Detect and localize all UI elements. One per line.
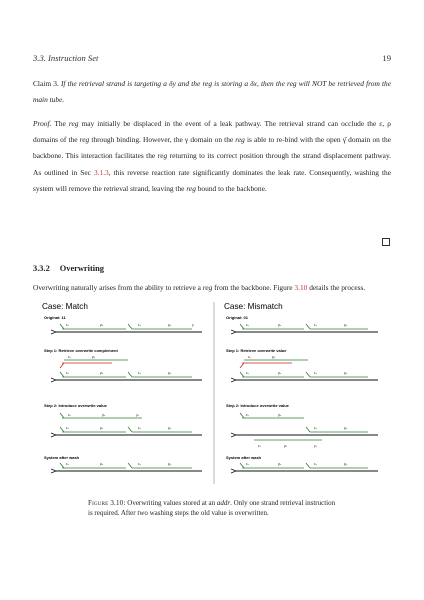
svg-text:ρᵧ: ρᵧ (168, 323, 172, 327)
proof-text: may initially be displaced in the event of a leak pathway. The retrieval strand can occlude the ε, ρ domains of the (33, 119, 391, 145)
svg-text:ρₓ: ρₓ (278, 462, 282, 466)
proof-text: bound to the backbone. (195, 183, 267, 193)
svg-text:εₓ: εₓ (68, 413, 71, 417)
svg-text:ρᵧ: ρᵧ (168, 426, 172, 430)
section-heading (33, 264, 104, 273)
svg-text:γₓ: γₓ (136, 413, 139, 417)
intro-text: from the backbone. Figure (212, 283, 295, 292)
step-label: Original: 01 (226, 315, 249, 320)
page-number: 19 (382, 53, 391, 63)
backbone-arrow-icon (231, 330, 236, 334)
step-label: Original: 11 (44, 315, 66, 320)
proof-text: through binding. However, the γ domain on the (89, 135, 236, 145)
svg-text:εᵧ: εᵧ (68, 355, 71, 359)
svg-text:εᵧ: εᵧ (138, 426, 141, 430)
panel-mismatch (224, 302, 378, 473)
svg-text:ρᵧ: ρᵧ (92, 355, 96, 359)
svg-text:εₓ: εₓ (246, 323, 249, 327)
svg-text:ρᵧ: ρᵧ (168, 371, 172, 375)
running-head-section: 3.3. Instruction Set (33, 53, 99, 63)
intro-paragraph (33, 280, 391, 296)
svg-text:ρₓ: ρₓ (100, 462, 104, 466)
intro-text: Overwriting naturally arises from the ability to retrieve a (33, 283, 203, 292)
svg-text:εₓ: εₓ (246, 371, 249, 375)
step-label: Step 2: Introduce overwrite value (226, 403, 289, 408)
svg-text:εᵧ: εᵧ (138, 371, 141, 375)
step-label: System after wash (44, 455, 80, 460)
svg-text:εₓ: εₓ (246, 462, 249, 466)
figure-caption-label: Figure 3.10: (88, 499, 126, 507)
figure-caption (88, 498, 336, 518)
svg-text:ρₓ: ρₓ (278, 413, 282, 417)
reg-term: reg (186, 183, 196, 193)
caption-text: Overwriting values stored at an (125, 499, 217, 507)
svg-text:εₓ: εₓ (66, 371, 69, 375)
caption-text: . Only one strand retrieval instruction is required. After two washing steps the old value is overwritten. (88, 499, 336, 517)
qed-box-icon (382, 238, 390, 246)
svg-text:εᵧ: εᵧ (314, 426, 317, 430)
addr-term: addr (216, 499, 231, 507)
figure-diagram (42, 300, 382, 486)
svg-text:γₓ: γₓ (314, 444, 317, 448)
svg-text:εᵧ: εᵧ (314, 323, 317, 327)
backbone-arrow-icon (231, 378, 236, 382)
proof-paragraph (33, 116, 391, 197)
claim-label: Claim 3. (33, 79, 59, 88)
backbone-arrow-icon (231, 433, 236, 437)
svg-text:ρᵧ: ρᵧ (344, 323, 348, 327)
backbone-arrow-icon (231, 469, 236, 473)
reg-term: reg (235, 135, 245, 145)
svg-text:ρᵧ: ρᵧ (344, 371, 348, 375)
svg-text:ρᵧ: ρᵧ (272, 355, 276, 359)
svg-text:ρₓ: ρₓ (100, 323, 104, 327)
intro-text: details the process. (307, 283, 366, 292)
backbone-arrow-icon (51, 378, 56, 382)
backbone-arrow-icon (51, 330, 56, 334)
proof-text: is able to re-bind with the open γ̄ domain on the backbone. This interaction facilitates the (33, 135, 391, 161)
svg-text:γ: γ (192, 323, 194, 327)
svg-text:ρᵧ: ρᵧ (168, 462, 172, 466)
section-number: 3.3.2 (33, 264, 50, 273)
proof-text: , this reverse reaction rate significantly dominates the leak rate. Consequently, washing the system will remove the retrieval strand, leaving the (33, 167, 391, 193)
svg-text:εₓ: εₓ (66, 462, 69, 466)
proof-text: returning to its correct position through the strand displacement pathway. As outlined in Sec (33, 151, 392, 177)
reg-term: reg (157, 151, 168, 161)
svg-text:ρᵧ: ρᵧ (344, 462, 348, 466)
panel-title: Case: Match (42, 302, 88, 311)
proof-label: Proof. (33, 119, 52, 128)
svg-text:εᵧ: εᵧ (314, 371, 317, 375)
svg-text:εₓ: εₓ (258, 444, 261, 448)
reg-term: reg (79, 135, 90, 145)
panel-title: Case: Mismatch (224, 302, 283, 311)
svg-text:ρₓ: ρₓ (278, 323, 282, 327)
svg-text:ρᵧ: ρᵧ (344, 426, 348, 430)
step-label: Step 2: Introduce overwrite value (44, 403, 107, 408)
step-label: System after wash (226, 455, 262, 460)
svg-text:εᵧ: εᵧ (248, 355, 251, 359)
panel-match (42, 302, 202, 473)
reg-term: reg (202, 283, 213, 292)
svg-text:εᵧ: εᵧ (138, 323, 141, 327)
svg-text:εₓ: εₓ (246, 413, 249, 417)
claim-paragraph (33, 76, 391, 108)
svg-text:εₓ: εₓ (66, 426, 69, 430)
svg-text:ρₓ: ρₓ (100, 426, 104, 430)
section-reference-link[interactable]: 3.1.3 (93, 167, 109, 177)
backbone-arrow-icon (51, 433, 56, 437)
svg-text:εᵧ: εᵧ (314, 462, 317, 466)
svg-text:ρₓ: ρₓ (278, 371, 282, 375)
claim-text: If the retrieval strand is targeting a δy and the reg is storing a δx, then the reg will NOT be retrieved from the main tube. (33, 79, 391, 105)
figure-reference-link[interactable]: 3.10 (294, 283, 308, 292)
reg-term: reg (68, 119, 79, 128)
step-label: Step 1: Retrieve overwrite value (226, 348, 287, 353)
section-title: Overwriting (59, 264, 104, 273)
svg-text:εₓ: εₓ (66, 323, 69, 327)
figure-overwriting (42, 300, 382, 491)
svg-text:ρₓ: ρₓ (284, 444, 288, 448)
svg-text:ρₓ: ρₓ (100, 371, 104, 375)
backbone-arrow-icon (51, 469, 56, 473)
step-label: Step 1: Retrieve overwrite complement (44, 348, 118, 353)
svg-text:ρₓ: ρₓ (102, 413, 106, 417)
running-head (33, 53, 391, 63)
svg-text:εᵧ: εᵧ (138, 462, 141, 466)
proof-text: The (51, 119, 69, 128)
